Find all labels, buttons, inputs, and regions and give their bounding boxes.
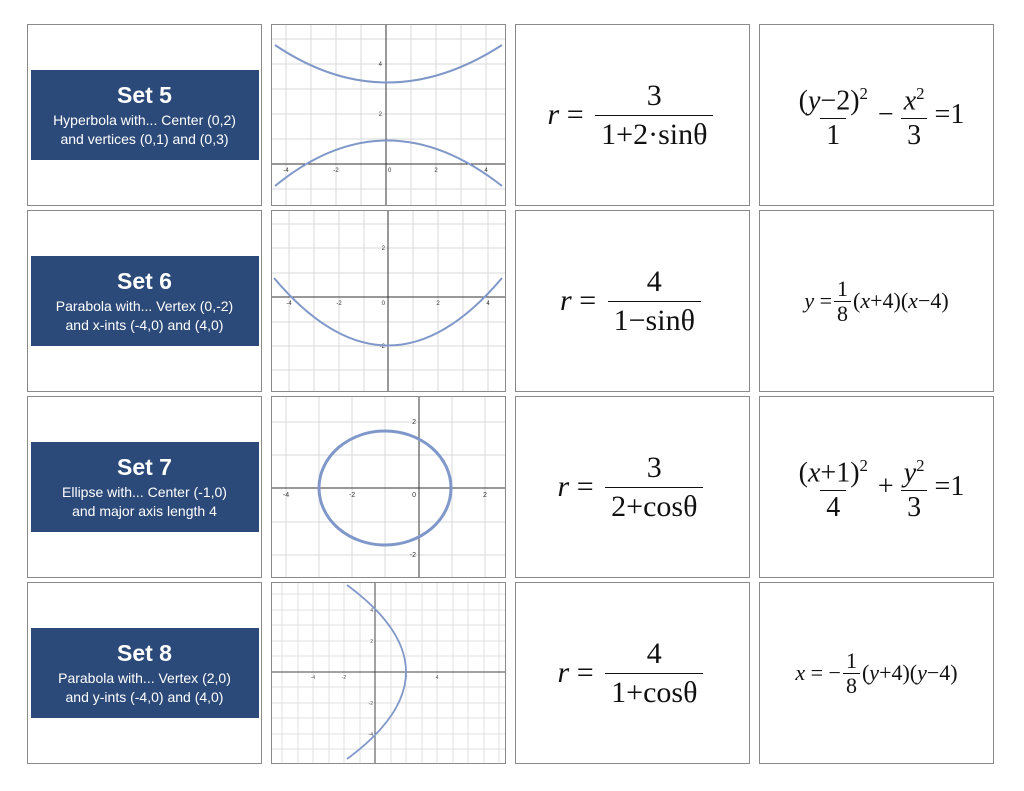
polar-fraction bbox=[605, 635, 703, 712]
polar-numerator: 4 bbox=[646, 636, 662, 670]
hyperbola-lower-branch bbox=[275, 141, 502, 187]
graph-gridlines bbox=[272, 25, 505, 205]
polar-equation: r = $\frac{3}{1+2\cdot\sin\theta}$ bbox=[548, 77, 718, 154]
sideways-parabola-graph bbox=[272, 583, 505, 763]
set-description-line-2: and x-ints (-4,0) and (4,0) bbox=[65, 317, 224, 333]
set-description-line-2: and major axis length 4 bbox=[72, 503, 217, 519]
set-title: Set 7 bbox=[117, 454, 172, 480]
set-title: Set 6 bbox=[117, 268, 172, 294]
tick-label: -2 bbox=[409, 552, 416, 559]
polar-numerator: 3 bbox=[646, 450, 662, 484]
tick-label: 2 bbox=[378, 112, 382, 118]
tick-label: -2 bbox=[341, 675, 347, 681]
ellipse-graph bbox=[272, 397, 505, 577]
set-6-label-card bbox=[27, 210, 262, 392]
set-7-polar-card bbox=[515, 396, 750, 578]
polar-equation: r = $\frac{4}{1+\cos\theta}$ bbox=[558, 635, 708, 712]
tick-label: -4 bbox=[310, 675, 316, 681]
tick-label: 0 bbox=[388, 168, 392, 174]
set-label-box bbox=[31, 70, 259, 160]
tick-label: 4 bbox=[378, 62, 382, 68]
set-6-cartesian-card bbox=[759, 210, 994, 392]
set-5-label-card bbox=[27, 24, 262, 206]
polar-numerator: 3 bbox=[646, 78, 662, 112]
set-label-box bbox=[31, 442, 259, 532]
graph-gridlines bbox=[272, 397, 505, 577]
tick-label: 2 bbox=[381, 246, 385, 252]
set-8-label-card bbox=[27, 582, 262, 764]
tick-label: 4 bbox=[484, 168, 488, 174]
parabola-graph bbox=[272, 211, 505, 391]
set-8-cartesian-card bbox=[759, 582, 994, 764]
cartesian-equation: x = − $\frac{1}{8}$ ( y +4)( y −4) bbox=[795, 647, 958, 698]
tick-label: 2 bbox=[370, 639, 373, 645]
tick-label: -4 bbox=[282, 492, 290, 499]
polar-equation: r = $\frac{3}{2+\cos\theta}$ bbox=[558, 449, 708, 526]
tick-label: -2 bbox=[368, 701, 373, 707]
tick-label: 2 bbox=[412, 419, 416, 426]
tick-label: 4 bbox=[435, 675, 439, 681]
set-7-label-card bbox=[27, 396, 262, 578]
tick-label: -2 bbox=[379, 344, 385, 350]
polar-denominator: 1+cosθ bbox=[605, 673, 703, 712]
set-7-graph-card bbox=[271, 396, 506, 578]
tick-label: 0 bbox=[412, 492, 416, 499]
set-5-graph-card bbox=[271, 24, 506, 206]
polar-denominator: 1−sinθ bbox=[608, 301, 701, 340]
tick-label: -2 bbox=[336, 301, 342, 307]
tick-label: -4 bbox=[286, 301, 292, 307]
tick-label: -2 bbox=[348, 492, 356, 499]
polar-denominator: 1+2·sinθ bbox=[595, 115, 713, 154]
set-5-cartesian-card bbox=[759, 24, 994, 206]
set-description-line-1: Ellipse with... Center (-1,0) bbox=[62, 484, 227, 500]
cartesian-equation: $\frac{(y-2)^2}{1}$ − $\frac{x^2}{3}$ =1 bbox=[798, 83, 965, 152]
polar-equation: r = $\frac{4}{1-\sin\theta}$ bbox=[560, 263, 705, 340]
set-description-line-1: Hyperbola with... Center (0,2) bbox=[53, 112, 236, 128]
tick-label: 2 bbox=[436, 301, 440, 307]
tick-label: 2 bbox=[404, 675, 408, 681]
set-title: Set 8 bbox=[117, 640, 172, 666]
set-7-cartesian-card bbox=[759, 396, 994, 578]
set-label-box bbox=[31, 628, 259, 718]
set-description-line-1: Parabola with... Vertex (0,-2) bbox=[55, 298, 234, 314]
polar-numerator: 4 bbox=[646, 264, 662, 298]
tick-label: -4 bbox=[368, 732, 373, 738]
set-description-line-2: and y-ints (-4,0) and (4,0) bbox=[65, 689, 224, 705]
graph-gridlines bbox=[272, 583, 505, 763]
polar-fraction bbox=[595, 77, 713, 154]
set-8-graph-card bbox=[271, 582, 506, 764]
set-6-graph-card bbox=[271, 210, 506, 392]
set-8-polar-card bbox=[515, 582, 750, 764]
tick-label: -4 bbox=[283, 168, 289, 174]
set-description-line-1: Parabola with... Vertex (2,0) bbox=[58, 670, 231, 686]
set-title: Set 5 bbox=[117, 82, 172, 108]
polar-fraction bbox=[605, 449, 703, 526]
tick-label: 0 bbox=[381, 301, 385, 307]
tick-label: 2 bbox=[483, 492, 487, 499]
set-5-polar-card bbox=[515, 24, 750, 206]
set-label-box bbox=[31, 256, 259, 346]
tick-label: 4 bbox=[486, 301, 490, 307]
set-6-polar-card bbox=[515, 210, 750, 392]
polar-fraction bbox=[608, 263, 701, 340]
cartesian-equation: y = $\frac{1}{8}$ ( x +4)( x −4) bbox=[804, 275, 949, 326]
hyperbola-graph bbox=[272, 25, 505, 205]
card-grid bbox=[27, 24, 994, 764]
polar-denominator: 2+cosθ bbox=[605, 487, 703, 526]
tick-label: 4 bbox=[370, 608, 373, 614]
set-description-line-2: and vertices (0,1) and (0,3) bbox=[60, 131, 229, 147]
cartesian-equation: $\frac{(x+1)^2}{4}$ + $\frac{y^2}{3}$ =1 bbox=[798, 455, 965, 524]
tick-label: 2 bbox=[434, 168, 438, 174]
tick-label: -2 bbox=[333, 168, 339, 174]
